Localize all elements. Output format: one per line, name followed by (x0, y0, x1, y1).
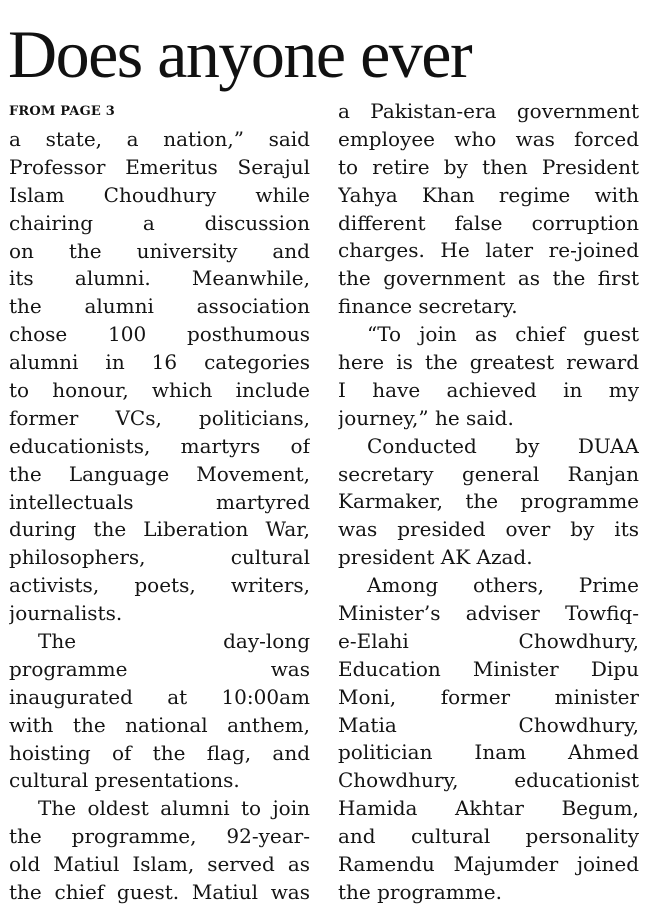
text-line: alumni in 16 categories (9, 350, 310, 375)
text-line: I have achieved in my (338, 377, 639, 402)
text-line: old Matiul Islam, served as (9, 852, 310, 877)
text-line: Chowdhury, educationist (338, 768, 639, 793)
text-line: philosophers, cultural (9, 545, 310, 570)
text-line: was presided over by its (338, 517, 639, 542)
text-line: former VCs, politicians, (9, 405, 310, 430)
right-column-body (338, 98, 639, 907)
text-line: president AK Azad. (338, 545, 533, 570)
text-line: with the national anthem, (9, 712, 310, 737)
text-line: a state, a nation,” said (9, 127, 310, 151)
article-column-left (9, 98, 310, 907)
text-line: Matia Chowdhury, (338, 712, 639, 737)
text-line: different false corruption (338, 210, 639, 235)
text-line: and cultural personality (338, 824, 639, 849)
text-line: chose 100 posthumous (9, 322, 310, 347)
text-line: programme was (9, 656, 310, 681)
text-line: Ramendu Majumder joined (338, 852, 639, 877)
continued-from-kicker: FROM PAGE 3 (9, 104, 115, 119)
text-line: The oldest alumni to join (38, 796, 310, 821)
text-line: Islam Choudhury while (9, 182, 310, 207)
text-line: inaugurated at 10:00am (9, 684, 310, 709)
text-line: finance secretary. (338, 294, 518, 319)
text-line: chairing a discussion (9, 210, 310, 235)
text-line: its alumni. Meanwhile, (9, 266, 310, 291)
text-line: Minister’s adviser Towfiq- (338, 601, 639, 626)
text-line: Among others, Prime (367, 573, 639, 598)
left-column-body (9, 126, 310, 907)
article-column-right (338, 98, 639, 907)
text-line: Moni, former minister (338, 684, 639, 709)
text-line: the programme. (338, 879, 502, 904)
text-line: the Language Movement, (9, 461, 310, 486)
text-line: hoisting of the flag, and (9, 740, 310, 765)
text-line: Yahya Khan regime with (338, 182, 639, 207)
text-line: Education Minister Dipu (338, 656, 639, 681)
text-line: during the Liberation War, (9, 517, 310, 542)
text-line: the chief guest. Matiul was (9, 880, 310, 905)
text-line: journey,” he said. (338, 405, 514, 430)
text-line: Conducted by DUAA (367, 433, 639, 458)
text-line: activists, poets, writers, (9, 573, 310, 598)
text-line: to honour, which include (9, 378, 310, 403)
text-line: intellectuals martyred (9, 489, 310, 514)
text-line: Hamida Akhtar Begum, (338, 796, 639, 821)
text-line: charges. He later re-joined (338, 238, 639, 263)
text-line: the programme, 92-year- (9, 824, 310, 849)
text-line: e-Elahi Chowdhury, (338, 628, 639, 653)
text-line: journalists. (9, 601, 123, 626)
text-line: the government as the first (338, 266, 639, 291)
text-line: to retire by then President (338, 154, 639, 179)
text-line: the alumni association (9, 294, 310, 319)
text-line: secretary general Ranjan (338, 461, 639, 486)
text-line: a Pakistan-era government (338, 99, 639, 123)
text-line: educationists, martyrs of (9, 433, 310, 458)
headline: Does anyone ever (8, 16, 472, 92)
text-line: cultural presentations. (9, 768, 240, 793)
text-line: Professor Emeritus Serajul (9, 154, 310, 179)
text-line: on the university and (9, 238, 310, 263)
text-line: politician Inam Ahmed (338, 740, 639, 765)
text-line: The day-long (38, 629, 310, 654)
text-line: Karmaker, the programme (338, 489, 639, 514)
text-line: here is the greatest reward (338, 350, 639, 375)
text-line: “To join as chief guest (367, 322, 639, 347)
text-line: employee who was forced (338, 126, 639, 151)
